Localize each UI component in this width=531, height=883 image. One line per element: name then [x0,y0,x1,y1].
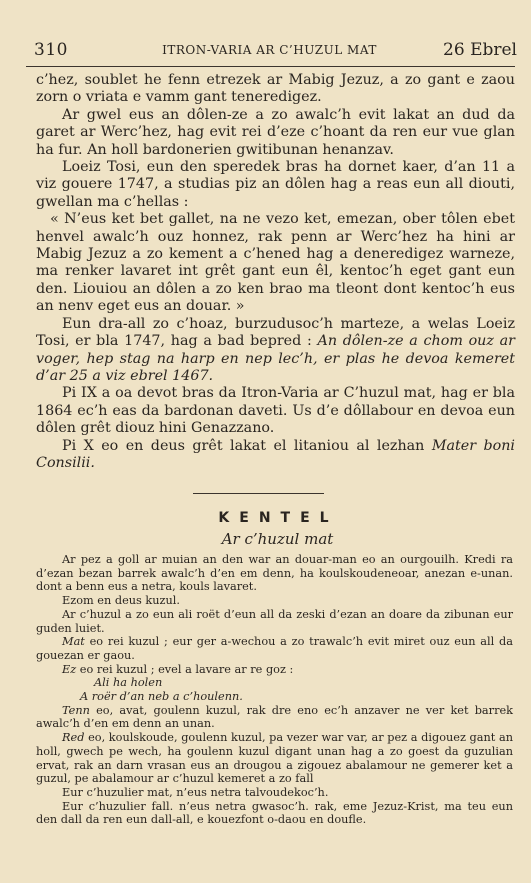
paragraph: Eur c’huzulier fall. n’eus netra gwasoc’h. rak, eme Jezuz-Krist, ma teu eun den dall da ren eun dall-all, e kouezfont o-daou en doufle. [36,799,513,827]
verse-line [36,690,513,704]
page-header [22,40,517,64]
section-subtitle: Ar c’huzul mat [221,530,334,548]
page-number: 310 [34,40,68,60]
section-heading: KENTEL [218,510,339,526]
italic-text: Red [62,731,85,745]
italic-text: Mater boni Consilii. [36,437,515,471]
italic-text: Ez [62,662,77,676]
italic-text: An dôlen-ze a chom ouz ar voger, hep stag na harp en nep lec’h, er plas he devoa kemeret d’ar 25 a viz ebrel 1467. [36,333,515,384]
paragraph: Ezom en deus kuzul. [62,594,180,608]
paragraph: Eur c’huzulier mat, n’eus netra talvoudekoc’h. [62,785,329,799]
main-text [36,72,515,472]
lesson-text [36,553,513,827]
paragraph [36,438,515,473]
paragraph: Loeiz Tosi, eun den speredek bras ha dornet kaer, d’an 11 a viz gouere 1747, a studias piz an dôlen hag a reas eun all diouti, gwellan ma c’hellas : [36,159,515,210]
paragraph-text: eo rei kuzul ; evel a lavare ar re goz : [79,662,294,676]
verse-text: A roër d’an neb a c’houlenn. [80,690,243,704]
paragraph: Ar pez a goll ar muian an den war an douar-man eo an ourgouilh. Kredi ra d’ezan bezan barrek awalc’h d’en em denn, ha koulskoudeneoar, anezan e-unan. dont a benn eus a netra, kouls lavaret. [36,553,513,594]
header-rule [26,66,515,67]
quote-paragraph: « N’eus ket bet gallet, na ne vezo ket, emezan, ober tôlen ebet henvel awalc’h ouz honnez, rak penn ar Werc’hez ha hini ar Mabig Jezuz a zo kement a c’hened hag a deneredigez warneze, ma renker lavaret int grêt gant eun êl, kentoc’h eget gant eun den. Liouiou an dôlen a zo ken brao ma tleont dont kentoc’h eus an nenv eget eus an douar. » [36,211,515,315]
paragraph: Pi IX a oa devot bras da Itron-Varia ar C’huzul mat, hag er bla 1864 ec’h eas da bardonan daveti. Us d’e dôllabour en devoa eun dôlen grêt diouz hini Genazzano. [36,385,515,437]
running-title: ITRON-VARIA AR C’HUZUL MAT [162,43,377,57]
paragraph: Ar gwel eus an dôlen-ze a zo awalc’h evit lakat an dud da garet ar Werc’hez, hag evit rei d’eze c’hoant da ren eur vue glan ha fur. An holl bardonerien gwitibunan henanzav. [36,106,515,158]
section-divider [193,493,324,494]
paragraph: Ar c’huzul a zo eun ali roët d’eun all da zeski d’ezan an doare da zibunan eur guden luiet. [36,607,513,635]
paragraph-text: Eun dra-all zo c’hoaz, burzudusoc’h marteze, a welas Loeiz Tosi, er bla 1747, hag a bad bepred : [36,315,515,350]
paragraph [36,704,513,731]
paragraph [36,635,513,662]
verse-text: Ali ha holen [94,676,163,690]
verse-line [36,676,513,690]
paragraph [36,316,515,386]
paragraph [36,663,513,677]
italic-text: Tenn [62,703,90,717]
paragraph-text: eo, koulskoude, goulenn kuzul, pa vezer war var, ar pez a digouez gant an holl, gwech pe wech, ha goulenn kuzul digant unan hag a zo goest da guzulian ervat, rak an darn vrasan eus an drougou a zigouez abalamour ne gemerer ket a guzul, pe abalamour ar c’huzul kemeret a zo fall [36,731,513,786]
paragraph: c’hez, soublet he fenn etrezek ar Mabig Jezuz, a zo gant e zaou zorn o vriata e vamm gant teneredigez. [36,72,515,106]
paragraph-text: Pi X eo en deus grêt lakat el litaniou al lezhan [62,437,425,454]
page-date: 26 Ebrel [443,40,517,60]
italic-text: Mat [62,635,85,649]
paragraph [36,731,513,786]
paragraph-text: eo, avat, goulenn kuzul, rak dre eno ec’h anzaver ne ver ket barrek awalc’h d’en em denn an unan. [36,703,513,731]
paragraph-text: eo rei kuzul ; eur ger a-wechou a zo trawalc’h evit miret ouz eun all da gouezan er gaou. [36,635,513,662]
